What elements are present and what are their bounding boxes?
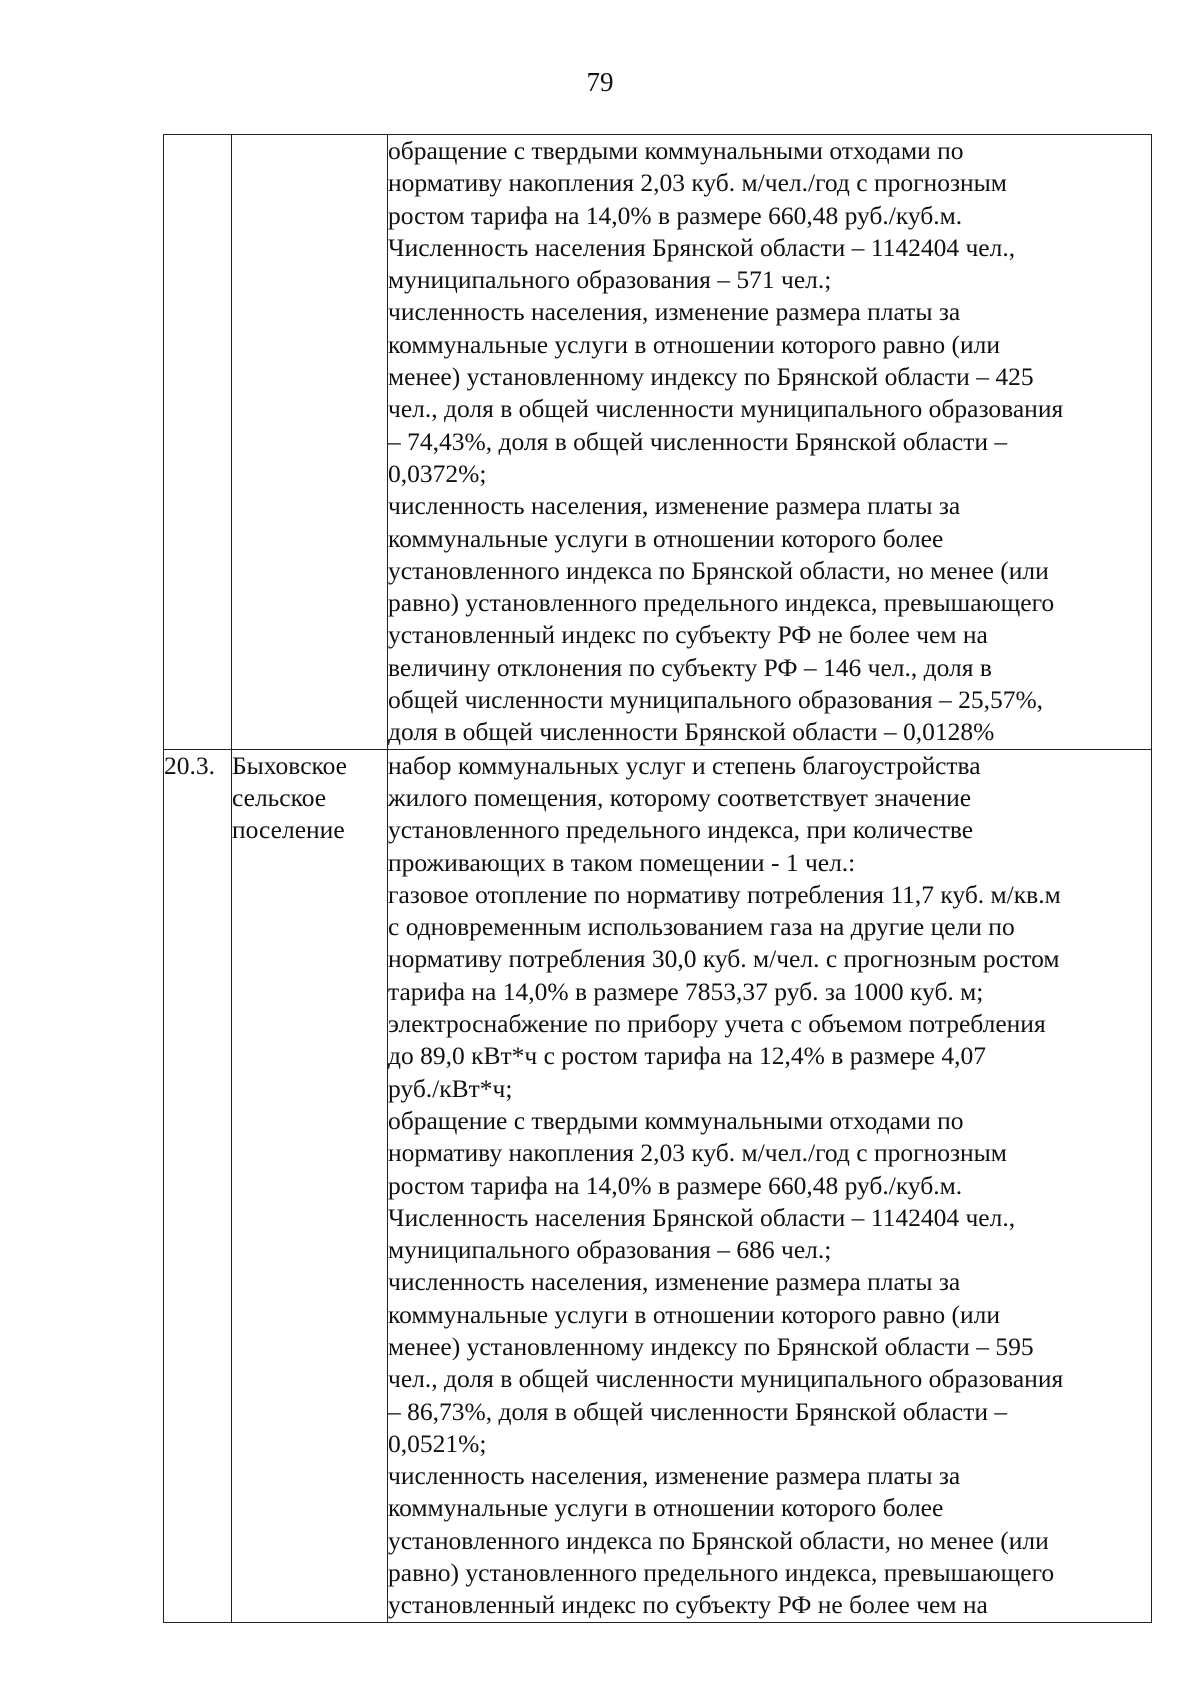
text-line: 0,0521%;: [388, 1428, 487, 1458]
text-line: муниципального образования – 571 чел.;: [388, 265, 832, 295]
description-cell: [388, 749, 1152, 1622]
text-line: коммунальные услуги в отношении которого более: [388, 523, 944, 553]
text-line: нормативу накопления 2,03 куб. м/чел./год с прогнозным: [388, 168, 1007, 198]
text-line: чел., доля в общей численности муниципального образования: [388, 394, 1064, 424]
text-line: коммунальные услуги в отношении которого равно (или: [388, 1299, 1000, 1329]
text-line: ростом тарифа на 14,0% в размере 660,48 руб./куб.м.: [388, 1170, 963, 1200]
text-line: проживающих в таком помещении - 1 чел.:: [388, 847, 856, 877]
text-line: коммунальные услуги в отношении которого более: [388, 1493, 944, 1523]
text-line: набор коммунальных услуг и степень благоустройства: [388, 750, 981, 780]
description-cell: [388, 135, 1152, 750]
text-line: установленного индекса по Брянской области, но менее (или: [388, 1525, 1049, 1555]
text-line: Быховское: [232, 750, 347, 780]
table-row: [164, 749, 1152, 1622]
text-line: сельское: [232, 782, 327, 812]
text-line: численность населения, изменение размера платы за: [388, 491, 961, 521]
text-line: коммунальные услуги в отношении которого равно (или: [388, 329, 1000, 359]
text-line: поселение: [232, 815, 345, 845]
text-line: численность населения, изменение размера платы за: [388, 1461, 961, 1491]
text-line: численность населения, изменение размера платы за: [388, 297, 961, 327]
municipality-name-cell: [232, 749, 388, 1622]
text-line: 0,0372%;: [388, 458, 487, 488]
text-line: установленный индекс по субъекту РФ не более чем на: [388, 620, 988, 650]
text-line: нормативу накопления 2,03 куб. м/чел./год с прогнозным: [388, 1138, 1007, 1168]
text-line: установленный индекс по субъекту РФ не более чем на: [388, 1590, 988, 1620]
text-line: до 89,0 кВт*ч с ростом тарифа на 12,4% в размере 4,07: [388, 1041, 987, 1071]
text-line: руб./кВт*ч;: [388, 1073, 513, 1103]
text-line: жилого помещения, которому соответствует значение: [388, 782, 972, 812]
document-table: [163, 134, 1152, 1623]
text-line: Численность населения Брянской области – 1142404 чел.,: [388, 232, 1016, 262]
table-body: [164, 135, 1152, 1623]
municipality-name-cell: [232, 135, 388, 750]
text-line: доля в общей численности Брянской области – 0,0128%: [388, 717, 995, 747]
text-line: электроснабжение по прибору учета с объемом потребления: [388, 1009, 1046, 1039]
text-line: ростом тарифа на 14,0% в размере 660,48 руб./куб.м.: [388, 200, 963, 230]
text-line: равно) установленного предельного индекса, превышающего: [388, 1558, 1055, 1588]
text-line: муниципального образования – 686 чел.;: [388, 1235, 832, 1265]
text-line: газовое отопление по нормативу потребления 11,7 куб. м/кв.м: [388, 879, 1061, 909]
text-line: численность населения, изменение размера платы за: [388, 1267, 961, 1297]
text-line: чел., доля в общей численности муниципального образования: [388, 1364, 1064, 1394]
text-line: равно) установленного предельного индекса, превышающего: [388, 588, 1055, 618]
text-line: обращение с твердыми коммунальными отходами по: [388, 136, 964, 165]
text-line: менее) установленному индексу по Брянской области – 595: [388, 1331, 1034, 1361]
text-line: – 74,43%, доля в общей численности Брянской области –: [388, 426, 1008, 456]
text-line: обращение с твердыми коммунальными отходами по: [388, 1105, 964, 1135]
text-line: установленного индекса по Брянской области, но менее (или: [388, 555, 1049, 585]
page-number: 79: [586, 67, 614, 97]
text-line: величину отклонения по субъекту РФ – 146 чел., доля в: [388, 652, 992, 682]
text-line: – 86,73%, доля в общей численности Брянской области –: [388, 1396, 1008, 1426]
text-line: тарифа на 14,0% в размере 7853,37 руб. за 1000 куб. м;: [388, 976, 984, 1006]
text-line: установленного предельного индекса, при количестве: [388, 815, 974, 845]
text-line: с одновременным использованием газа на другие цели по: [388, 912, 1015, 942]
text-line: менее) установленному индексу по Брянской области – 425: [388, 362, 1034, 392]
text-line: общей численности муниципального образования – 25,57%,: [388, 685, 1044, 715]
row-number-cell: 20.3.: [164, 749, 232, 1622]
row-number-cell: [164, 135, 232, 750]
table-row: [164, 135, 1152, 750]
text-line: Численность населения Брянской области – 1142404 чел.,: [388, 1202, 1016, 1232]
text-line: нормативу потребления 30,0 куб. м/чел. с прогнозным ростом: [388, 944, 1060, 974]
